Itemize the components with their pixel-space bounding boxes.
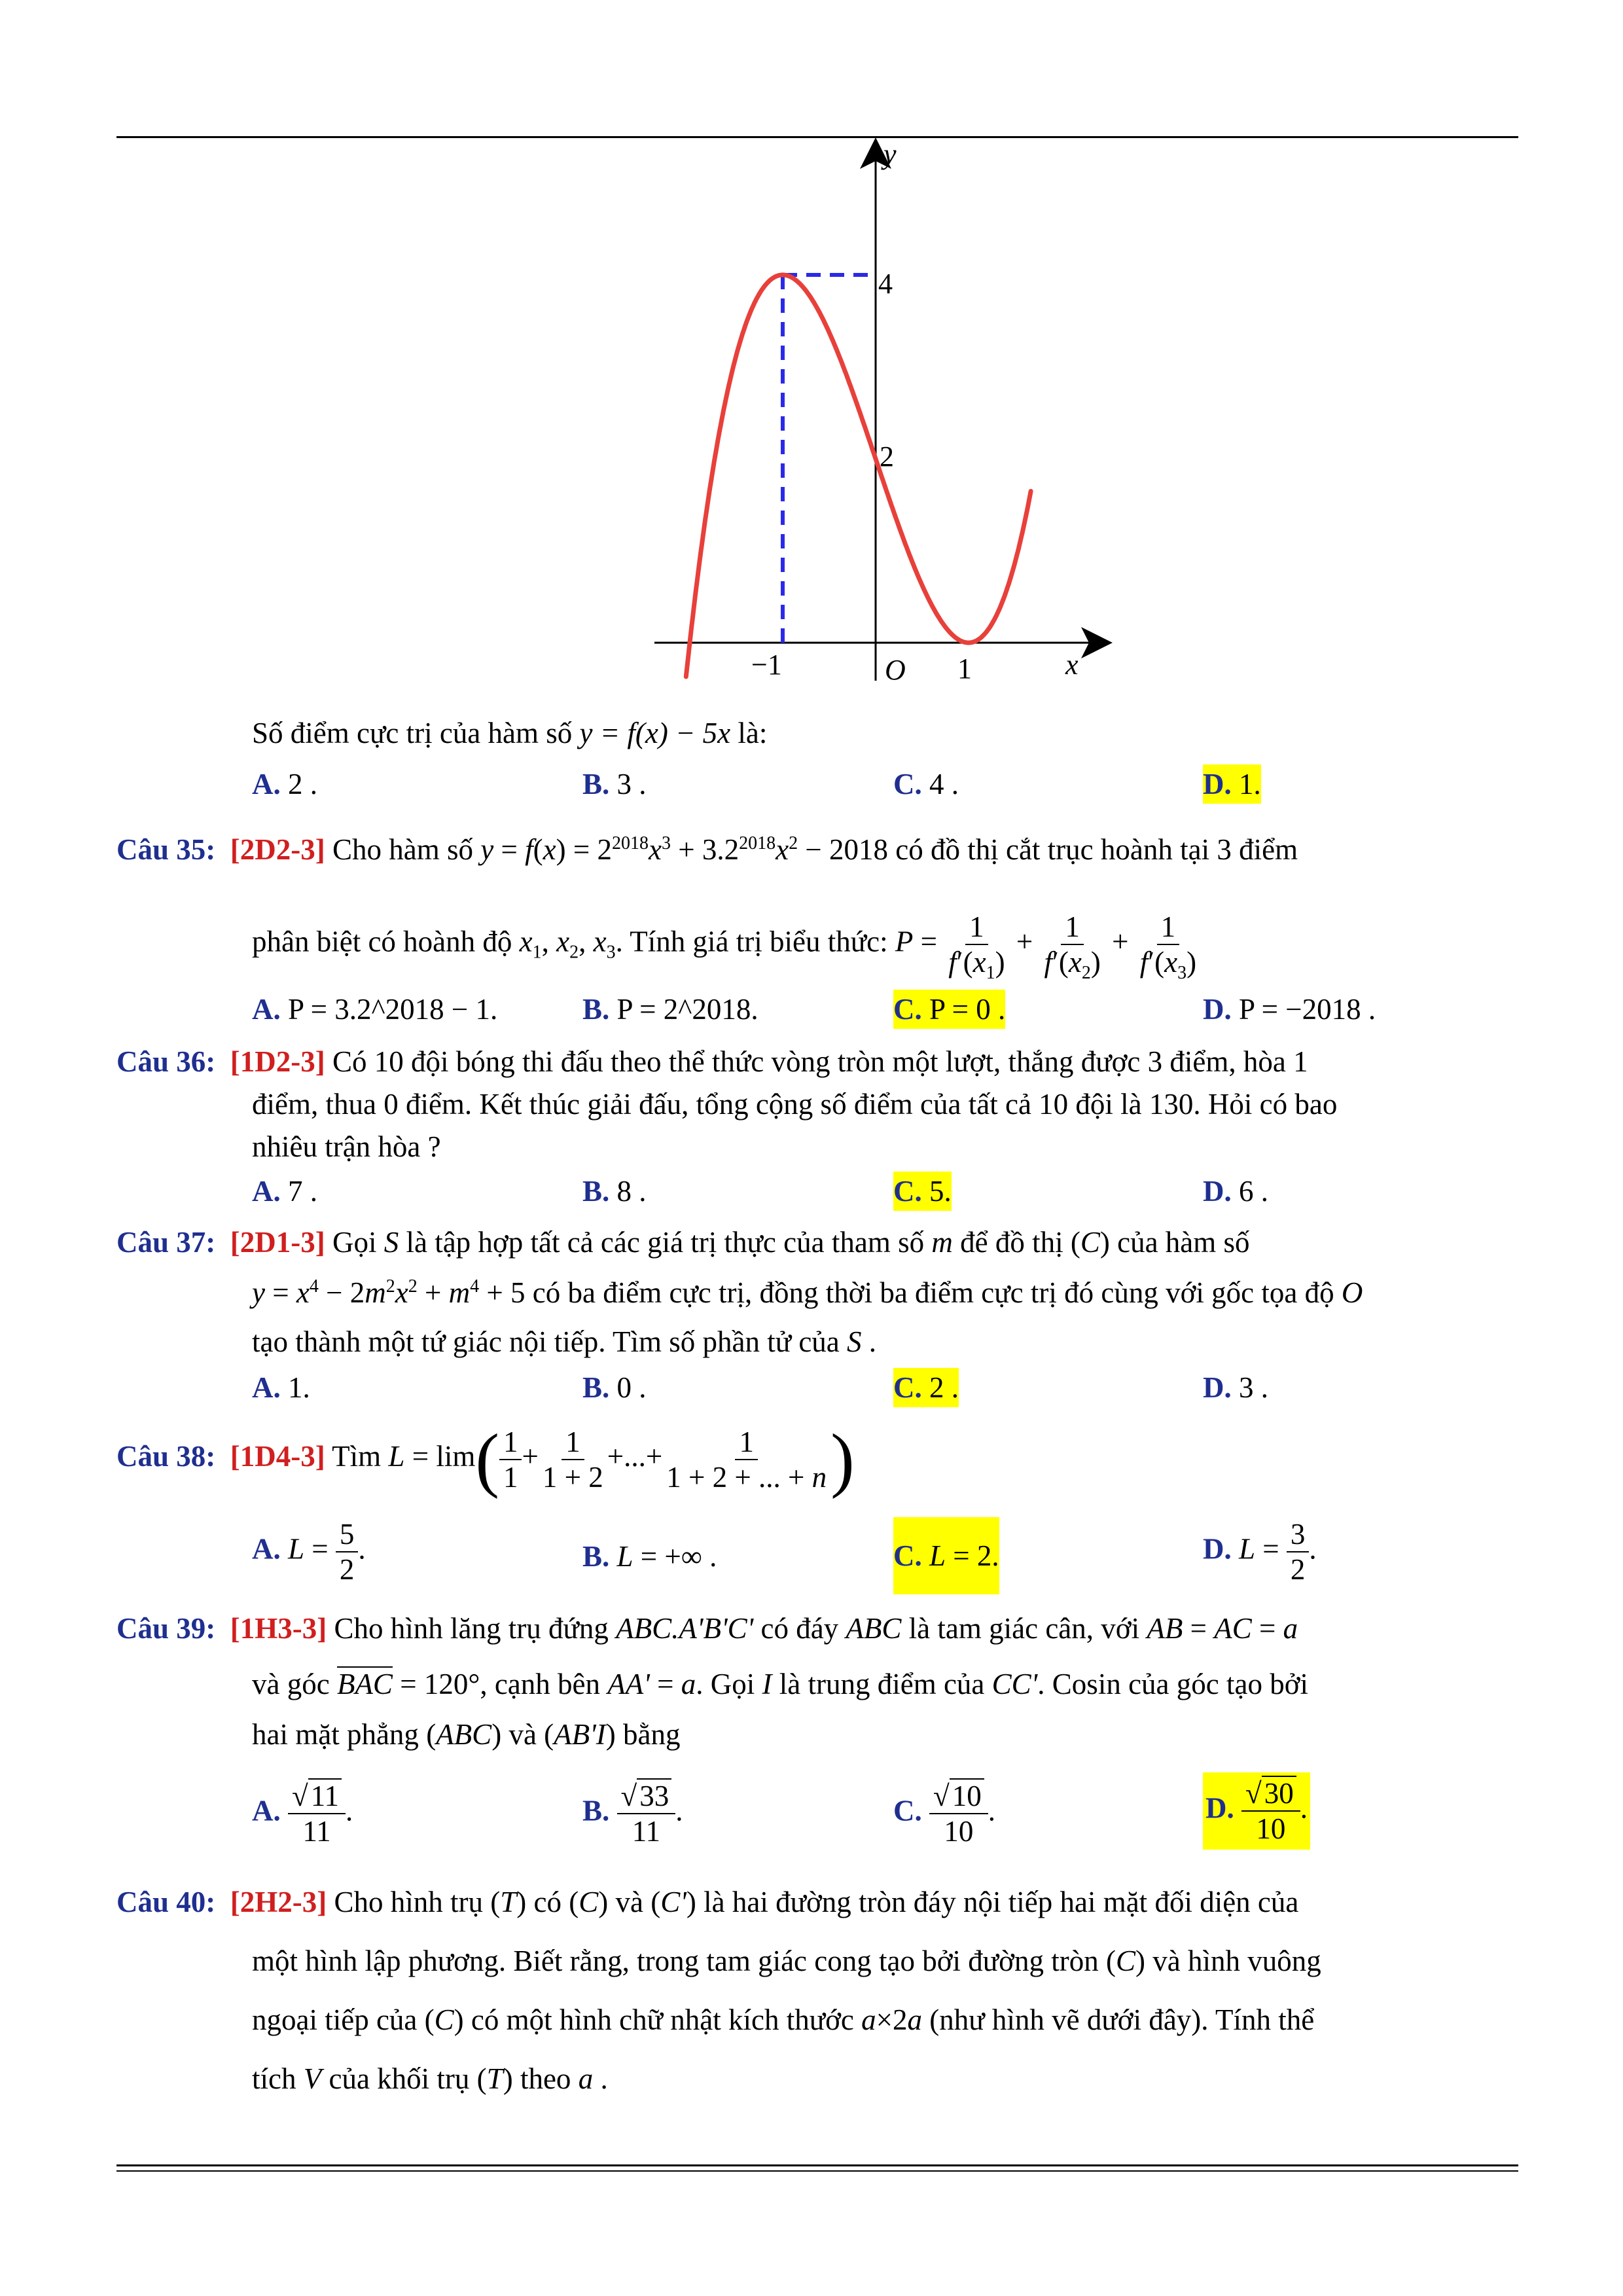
tick-label-x1: 1: [957, 653, 972, 685]
q34-option-d[interactable]: D. 1.: [1203, 764, 1261, 804]
q37-option-a[interactable]: A. 1.: [252, 1371, 310, 1404]
q40-line1: Câu 40: [2H2-3] Cho hình trụ (T) có (C) và (C') là hai đường tròn đáy nội tiếp hai mặt đối diện của: [116, 1886, 1299, 1918]
footer-rule-bottom: [116, 2170, 1518, 2172]
q37-option-d[interactable]: D. 3 .: [1203, 1371, 1268, 1404]
q36-tag: [1D2-3]: [230, 1045, 325, 1078]
q39-option-b[interactable]: B. $\frac{√33}{11}$ .: [582, 1780, 683, 1848]
q35-label: Câu 35:: [116, 833, 216, 866]
q35-line1: Câu 35: [2D2-3] Cho hàm số $y = f(x) = 2^{2018}x^3 + 3.2^{2018}x^2 - 2018$ có đồ thị cắt trục hoành tại 3 điểm: [116, 833, 1298, 866]
q37-line3: tạo thành một tứ giác nội tiếp. Tìm số phần tử của S .: [252, 1325, 877, 1358]
q35-option-b[interactable]: B. P = 2^2018.: [582, 993, 758, 1026]
tick-label-xm1: −1: [751, 649, 782, 681]
q35-option-c[interactable]: C. P = 0 .: [893, 990, 1005, 1029]
q36-line2: điểm, thua 0 điểm. Kết thúc giải đấu, tổng cộng số điểm của tất cả 10 đội là 130. Hỏi có bao: [252, 1088, 1338, 1121]
q35-tag: [2D2-3]: [230, 833, 325, 866]
q39-line1: Câu 39: [1H3-3] Cho hình lăng trụ đứng ABC.A'B'C' có đáy ABC là tam giác cân, với AB = AC = a: [116, 1612, 1298, 1645]
q39-option-a[interactable]: A. $\frac{√11}{11}$ .: [252, 1780, 353, 1848]
q36-option-a[interactable]: A. 7 .: [252, 1175, 317, 1208]
q34-formula: y = f(x) − 5x: [579, 717, 731, 749]
q38-line1: Câu 38: [1D4-3] Tìm L = lim( $\frac{1}{1}$ + $\frac{1}{1 + 2}$ +...+ $\frac{1}{1 + 2 + ... + n}$ ): [116, 1419, 855, 1499]
q40-line3: ngoại tiếp của (C) có một hình chữ nhật kích thước a×2a (như hình vẽ dưới đây). Tính thể: [252, 2003, 1315, 2036]
q38-option-d[interactable]: D. L = $\frac{3}{2}$ .: [1203, 1518, 1317, 1586]
q37-line2: $y = x^4 - 2m^2x^2 + m^4 + 5$ có ba điểm cực trị, đồng thời ba điểm cực trị đó cùng với gốc tọa độ O: [252, 1276, 1363, 1309]
q35-option-d[interactable]: D. P = −2018 .: [1203, 993, 1376, 1026]
q38-option-a[interactable]: A. L = $\frac{5}{2}$ .: [252, 1518, 366, 1586]
q40-line2: một hình lập phương. Biết rằng, trong tam giác cong tạo bởi đường tròn (C) và hình vuông: [252, 1945, 1321, 1977]
q34-option-c[interactable]: C. 4 .: [893, 768, 959, 800]
q36-option-d[interactable]: D. 6 .: [1203, 1175, 1268, 1208]
q37-line1: Câu 37: [2D1-3] Gọi S là tập hợp tất cả các giá trị thực của tham số m để đồ thị (C) của hàm số: [116, 1226, 1250, 1259]
q39-line2: và góc BAC = 120°, cạnh bên AA' = a. Gọi I là trung điểm của CC'. Cosin của góc tạo bởi: [252, 1668, 1309, 1700]
tick-label-y2: 2: [880, 440, 894, 473]
q39-line3: hai mặt phẳng (ABC) và (AB'I) bằng: [252, 1718, 681, 1751]
q37-label: Câu 37:: [116, 1226, 216, 1259]
origin-label: O: [885, 654, 906, 686]
q39-option-d[interactable]: D. $\frac{√30}{10}$ .: [1203, 1772, 1310, 1850]
q40-label: Câu 40:: [116, 1886, 216, 1918]
cubic-curve: [686, 275, 1031, 677]
q38-label: Câu 38:: [116, 1440, 216, 1473]
q34-option-a[interactable]: A. 2 .: [252, 768, 317, 800]
q38-tag: [1D4-3]: [230, 1440, 325, 1473]
q40-tag: [2H2-3]: [230, 1886, 327, 1918]
q36-line3: nhiêu trận hòa ?: [252, 1130, 441, 1163]
q36-option-b[interactable]: B. 8 .: [582, 1175, 647, 1208]
q39-tag: [1H3-3]: [230, 1612, 327, 1645]
q36-label: Câu 36:: [116, 1045, 216, 1078]
q34-option-b[interactable]: B. 3 .: [582, 768, 647, 800]
x-axis-label: x: [1065, 649, 1079, 681]
q35-line2: phân biệt có hoành độ $x_1$, $x_2$, $x_3$. Tính giá trị biểu thức: P = $\frac{1}{f'(x_1)}$ + $\frac{1}{f'(x_2)}$ + $\frac{1}{f'(x_3)}$: [252, 910, 1197, 983]
y-axis-label: y: [883, 138, 897, 170]
q34-stem: Số điểm cực trị của hàm số y = f(x) − 5x là:: [252, 717, 768, 749]
q38-option-b[interactable]: B. L = +∞ .: [582, 1540, 717, 1573]
q39-label: Câu 39:: [116, 1612, 216, 1645]
footer-rule-top: [116, 2164, 1518, 2166]
q35-option-a[interactable]: A. P = 3.2^2018 − 1.: [252, 993, 498, 1026]
q40-line4: tích V của khối trụ (T) theo a .: [252, 2062, 608, 2095]
q37-option-b[interactable]: B. 0 .: [582, 1371, 647, 1404]
tick-label-y4: 4: [878, 268, 893, 300]
q36-line1: Câu 36: [1D2-3] Có 10 đội bóng thi đấu theo thể thức vòng tròn một lượt, thắng được 3 điểm, hòa 1: [116, 1045, 1308, 1078]
function-graph: [628, 131, 1126, 707]
q37-tag: [2D1-3]: [230, 1226, 325, 1259]
q37-option-c[interactable]: C. 2 .: [893, 1368, 959, 1407]
q38-option-c[interactable]: C. L = 2.: [893, 1517, 999, 1594]
q36-option-c[interactable]: C. 5.: [893, 1172, 952, 1211]
q39-option-c[interactable]: C. $\frac{√10}{10}$ .: [893, 1780, 995, 1848]
